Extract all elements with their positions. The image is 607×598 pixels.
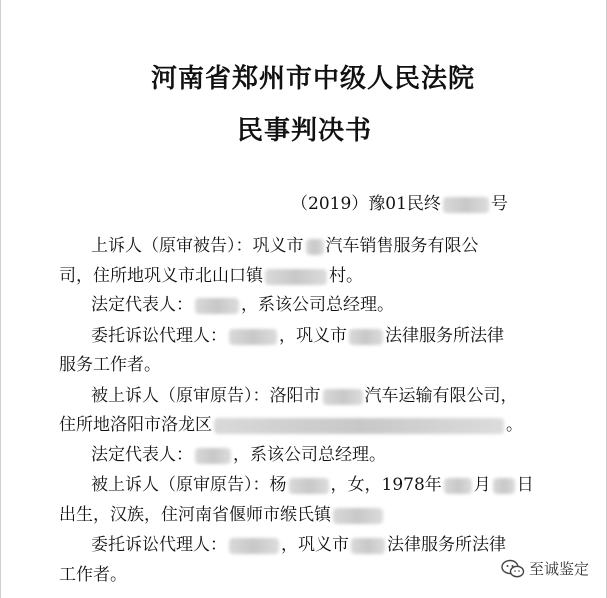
redacted-block bbox=[229, 329, 277, 345]
case-number-suffix: 号 bbox=[490, 194, 508, 214]
text-line: 司，住所地巩义市北山口镇 村。 bbox=[59, 266, 363, 286]
redacted-block bbox=[351, 538, 385, 554]
court-name: 河南省郑州市中级人民法院 bbox=[151, 64, 476, 94]
text-line: 法定代表人： ，系该公司总经理。 bbox=[57, 295, 394, 315]
text-line: 委托诉讼代理人： ，巩义市 法律服务所法律 bbox=[57, 535, 506, 555]
case-number bbox=[291, 189, 508, 214]
document-type: 民事判决书 bbox=[237, 116, 373, 146]
redacted-block bbox=[444, 478, 472, 494]
text-line: 被上诉人（原审原告）：杨 ，女，1978年 月 日 bbox=[57, 475, 534, 495]
redacted-block bbox=[323, 389, 363, 405]
redacted-block bbox=[195, 448, 231, 464]
text-line: 法定代表人： ，系该公司总经理。 bbox=[57, 445, 386, 465]
redacted-block bbox=[443, 197, 489, 213]
redacted-block bbox=[289, 478, 329, 494]
text-line: 工作者。 bbox=[59, 565, 127, 585]
text-line: 出生，汉族，住河南省偃师市缑氏镇 bbox=[59, 504, 385, 526]
redacted-block bbox=[214, 418, 504, 434]
redacted-block bbox=[349, 329, 383, 345]
case-number-prefix: （2019）豫01民终 bbox=[291, 194, 441, 214]
text-line: 上诉人（原审被告）：巩义市 汽车销售服务有限公 bbox=[57, 236, 479, 256]
redacted-block bbox=[493, 478, 515, 494]
redacted-block bbox=[265, 269, 327, 285]
text-line: 被上诉人（原审原告）：洛阳市 汽车运输有限公司， bbox=[57, 386, 518, 406]
watermark-text: 至诚鉴定 bbox=[529, 560, 590, 578]
redacted-block bbox=[229, 538, 279, 554]
redacted-block bbox=[195, 298, 239, 314]
wechat-icon bbox=[501, 559, 525, 579]
text-line: 委托诉讼代理人： ，巩义市 法律服务所法律 bbox=[57, 326, 504, 346]
redacted-block bbox=[333, 508, 383, 524]
text-line: 服务工作者。 bbox=[59, 355, 161, 375]
watermark bbox=[501, 558, 589, 579]
redacted-block bbox=[306, 239, 324, 255]
text-line: 住所地洛阳市洛龙区 。 bbox=[59, 415, 523, 435]
